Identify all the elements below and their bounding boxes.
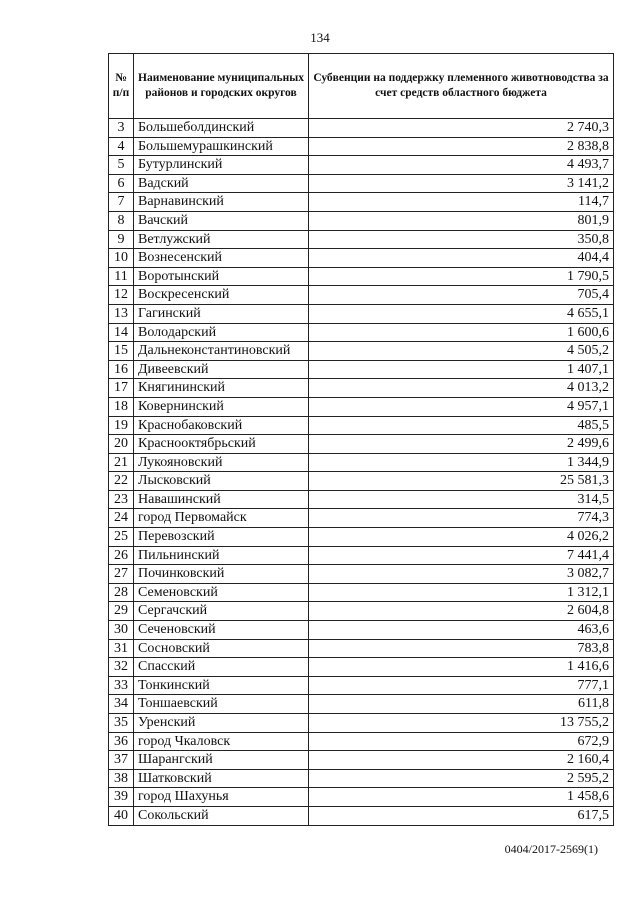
subsidy-value: 4 026,2	[309, 528, 614, 547]
row-number: 23	[109, 490, 134, 509]
district-name: Вачский	[134, 211, 309, 230]
subsidy-value: 2 740,3	[309, 119, 614, 138]
row-number: 14	[109, 323, 134, 342]
subsidy-value: 2 499,6	[309, 435, 614, 454]
subsidy-value: 2 838,8	[309, 137, 614, 156]
row-number: 38	[109, 769, 134, 788]
subsidy-value: 485,5	[309, 416, 614, 435]
row-number: 25	[109, 528, 134, 547]
table-row	[109, 602, 614, 621]
subsidy-value: 1 344,9	[309, 453, 614, 472]
table-row	[109, 658, 614, 677]
subsidy-value: 3 082,7	[309, 565, 614, 584]
subsidy-value: 1 407,1	[309, 360, 614, 379]
page-number: 134	[310, 30, 330, 45]
table-header	[109, 54, 614, 119]
subsidy-value: 1 416,6	[309, 658, 614, 677]
table-row	[109, 174, 614, 193]
table-body	[109, 119, 614, 826]
table-row	[109, 528, 614, 547]
district-name: Большемурашкинский	[134, 137, 309, 156]
row-number: 27	[109, 565, 134, 584]
district-name: Пильнинский	[134, 546, 309, 565]
district-name: Лысковский	[134, 472, 309, 491]
row-number: 9	[109, 230, 134, 249]
district-name: Воротынский	[134, 267, 309, 286]
table-row	[109, 137, 614, 156]
district-name: Ветлужский	[134, 230, 309, 249]
district-name: Тоншаевский	[134, 695, 309, 714]
table-row	[109, 546, 614, 565]
district-name: Варнавинский	[134, 193, 309, 212]
district-name: Сокольский	[134, 806, 309, 825]
table-row	[109, 323, 614, 342]
table-row	[109, 639, 614, 658]
row-number: 7	[109, 193, 134, 212]
subsidy-value: 783,8	[309, 639, 614, 658]
table-row	[109, 490, 614, 509]
header-num: № п/п	[109, 54, 134, 119]
table-row	[109, 379, 614, 398]
subsidy-value: 1 458,6	[309, 788, 614, 807]
district-name: город Первомайск	[134, 509, 309, 528]
row-number: 3	[109, 119, 134, 138]
row-number: 6	[109, 174, 134, 193]
subsidy-value: 13 755,2	[309, 714, 614, 733]
table-row	[109, 583, 614, 602]
row-number: 19	[109, 416, 134, 435]
subsidy-value: 3 141,2	[309, 174, 614, 193]
subsidy-value: 705,4	[309, 286, 614, 305]
row-number: 8	[109, 211, 134, 230]
row-number: 5	[109, 156, 134, 175]
row-number: 35	[109, 714, 134, 733]
district-name: Гагинский	[134, 304, 309, 323]
district-name: Краснобаковский	[134, 416, 309, 435]
table-row	[109, 286, 614, 305]
table-row	[109, 472, 614, 491]
subsidy-value: 1 600,6	[309, 323, 614, 342]
subsidy-value: 314,5	[309, 490, 614, 509]
table-row	[109, 249, 614, 268]
district-name: Дальнеконстантиновский	[134, 342, 309, 361]
document-code: 0404/2017-2569(1)	[504, 842, 598, 856]
subsidy-value: 7 441,4	[309, 546, 614, 565]
district-name: Сосновский	[134, 639, 309, 658]
row-number: 34	[109, 695, 134, 714]
row-number: 30	[109, 621, 134, 640]
table-row	[109, 695, 614, 714]
table-row	[109, 769, 614, 788]
table-row	[109, 806, 614, 825]
header-name: Наименование муниципальных районов и городских округов	[134, 54, 309, 119]
subsidy-value: 2 160,4	[309, 751, 614, 770]
district-name: Перевозский	[134, 528, 309, 547]
district-name: Навашинский	[134, 490, 309, 509]
subsidy-value: 4 957,1	[309, 397, 614, 416]
subsidy-value: 1 790,5	[309, 267, 614, 286]
district-name: Вознесенский	[134, 249, 309, 268]
table-row	[109, 621, 614, 640]
table-row	[109, 788, 614, 807]
subsidy-value: 1 312,1	[309, 583, 614, 602]
district-name: Дивеевский	[134, 360, 309, 379]
district-name: город Шахунья	[134, 788, 309, 807]
district-name: Ковернинский	[134, 397, 309, 416]
row-number: 18	[109, 397, 134, 416]
table-row	[109, 360, 614, 379]
subsidy-value: 404,4	[309, 249, 614, 268]
table-row	[109, 435, 614, 454]
table-row	[109, 267, 614, 286]
table-row	[109, 676, 614, 695]
row-number: 17	[109, 379, 134, 398]
row-number: 15	[109, 342, 134, 361]
subsidy-value: 463,6	[309, 621, 614, 640]
subsidy-value: 4 505,2	[309, 342, 614, 361]
table-row	[109, 156, 614, 175]
row-number: 40	[109, 806, 134, 825]
row-number: 31	[109, 639, 134, 658]
district-name: Бутурлинский	[134, 156, 309, 175]
district-name: Краснооктябрьский	[134, 435, 309, 454]
subsidy-value: 4 655,1	[309, 304, 614, 323]
subsidy-value: 774,3	[309, 509, 614, 528]
table-row	[109, 509, 614, 528]
district-name: Уренский	[134, 714, 309, 733]
row-number: 37	[109, 751, 134, 770]
district-name: Воскресенский	[134, 286, 309, 305]
row-number: 28	[109, 583, 134, 602]
table-row	[109, 342, 614, 361]
row-number: 26	[109, 546, 134, 565]
header-row	[109, 54, 614, 119]
subsidy-value: 611,8	[309, 695, 614, 714]
table-row	[109, 565, 614, 584]
table-row	[109, 193, 614, 212]
row-number: 11	[109, 267, 134, 286]
subsidy-value: 801,9	[309, 211, 614, 230]
row-number: 12	[109, 286, 134, 305]
table-row	[109, 211, 614, 230]
row-number: 22	[109, 472, 134, 491]
row-number: 16	[109, 360, 134, 379]
row-number: 4	[109, 137, 134, 156]
subsidy-value: 350,8	[309, 230, 614, 249]
row-number: 29	[109, 602, 134, 621]
district-name: Шатковский	[134, 769, 309, 788]
district-name: Починковский	[134, 565, 309, 584]
row-number: 36	[109, 732, 134, 751]
subsidy-value: 672,9	[309, 732, 614, 751]
district-name: город Чкаловск	[134, 732, 309, 751]
table-row	[109, 397, 614, 416]
row-number: 13	[109, 304, 134, 323]
table-row	[109, 416, 614, 435]
district-name: Спасский	[134, 658, 309, 677]
subsidy-value: 4 013,2	[309, 379, 614, 398]
subsidy-table	[108, 53, 614, 826]
row-number: 21	[109, 453, 134, 472]
subsidy-value: 4 493,7	[309, 156, 614, 175]
table-row	[109, 230, 614, 249]
subsidy-value: 114,7	[309, 193, 614, 212]
subsidy-value: 777,1	[309, 676, 614, 695]
table-row	[109, 453, 614, 472]
district-name: Вадский	[134, 174, 309, 193]
district-name: Лукояновский	[134, 453, 309, 472]
table-row	[109, 714, 614, 733]
table-row	[109, 732, 614, 751]
district-name: Княгининский	[134, 379, 309, 398]
table-row	[109, 119, 614, 138]
row-number: 32	[109, 658, 134, 677]
subsidy-value: 2 604,8	[309, 602, 614, 621]
district-name: Сергачский	[134, 602, 309, 621]
subsidy-value: 617,5	[309, 806, 614, 825]
header-value: Субвенции на поддержку племенного животноводства за счет средств областного бюджета	[309, 54, 614, 119]
district-name: Володарский	[134, 323, 309, 342]
row-number: 20	[109, 435, 134, 454]
district-name: Шарангский	[134, 751, 309, 770]
row-number: 39	[109, 788, 134, 807]
row-number: 33	[109, 676, 134, 695]
table-row	[109, 304, 614, 323]
district-name: Большеболдинский	[134, 119, 309, 138]
district-name: Сеченовский	[134, 621, 309, 640]
district-name: Тонкинский	[134, 676, 309, 695]
table-row	[109, 751, 614, 770]
subsidy-value: 2 595,2	[309, 769, 614, 788]
row-number: 10	[109, 249, 134, 268]
row-number: 24	[109, 509, 134, 528]
subsidy-value: 25 581,3	[309, 472, 614, 491]
district-name: Семеновский	[134, 583, 309, 602]
